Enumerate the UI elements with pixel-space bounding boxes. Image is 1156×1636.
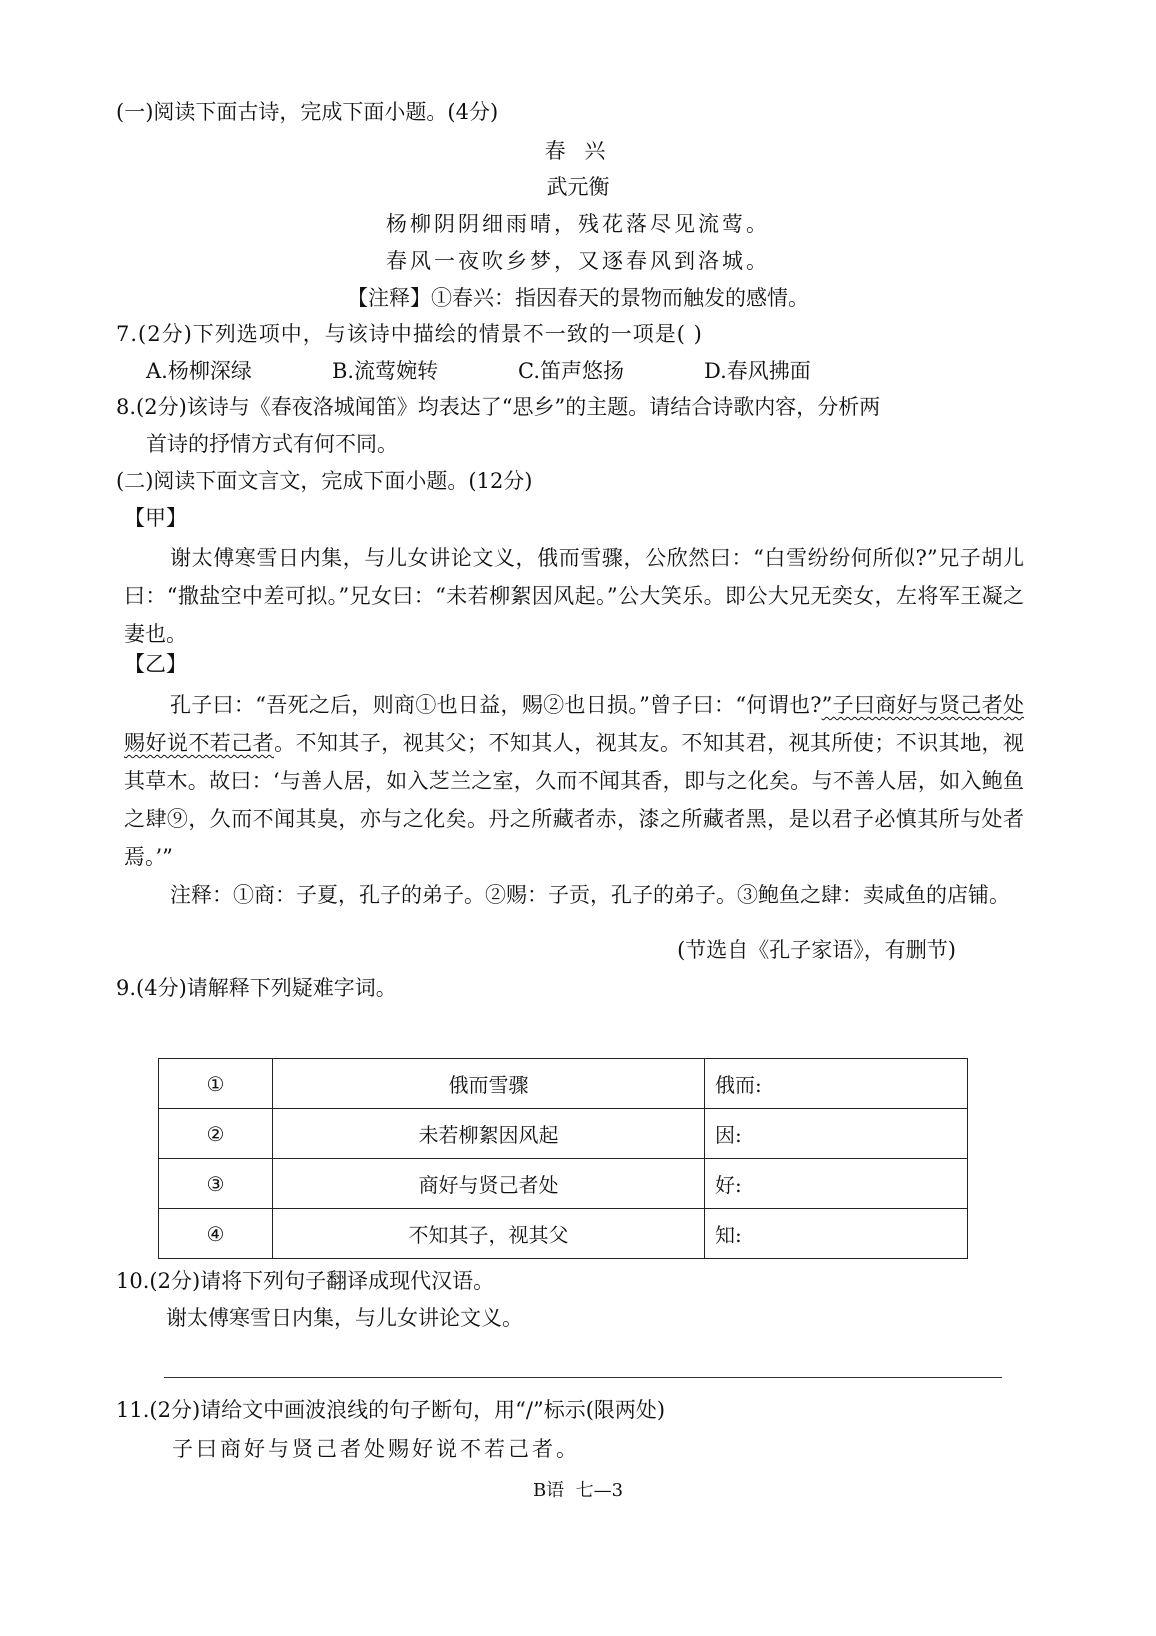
row-number: ④ xyxy=(159,1209,273,1259)
q10-sentence: 谢太傅寒雪日内集，与儿女讲论文义。 xyxy=(166,1306,523,1330)
page-footer: B语 七—3 xyxy=(532,1480,624,1501)
q7-option-b: B.流莺婉转 xyxy=(332,359,439,383)
row-answer: 因: xyxy=(705,1109,968,1159)
row-phrase: 未若柳絮因风起 xyxy=(273,1109,705,1159)
yi-notes: 注释：①商：子夏，孔子的弟子。②赐：子贡，孔子的弟子。③鲍鱼之肆：卖咸鱼的店铺。 xyxy=(170,883,1010,907)
q7-option-d: D.春风拂面 xyxy=(704,359,811,383)
poem-author: 武元衡 xyxy=(546,175,610,199)
table-row xyxy=(159,1059,968,1109)
q7-stem: 7.(2分)下列选项中，与该诗中描绘的情景不一致的一项是( ) xyxy=(116,322,703,346)
row-number: ① xyxy=(159,1059,273,1109)
jia-passage xyxy=(124,539,1024,653)
wavy-underlined-sentence: ”子曰商好与贤己者处赐好说不若己者 xyxy=(124,693,1024,755)
q9-table xyxy=(158,1058,968,1259)
jia-text: 谢太傅寒雪日内集，与儿女讲论文义，俄而雪骤，公欣然曰：“白雪纷纷何所似?”兄子胡儿曰：“撒盐空中差可拟。”兄女曰：“未若柳絮因风起。”公大笑乐。即公大兄无奕女，左将军王凝之妻也。 xyxy=(124,546,1024,646)
poem-line-2: 春风一夜吹乡梦，又逐春风到洛城。 xyxy=(386,249,770,273)
yi-passage xyxy=(124,686,1024,914)
poem-note: 【注释】①春兴：指因春天的景物而触发的感情。 xyxy=(347,286,809,310)
poem-line-1: 杨柳阴阴细雨晴，残花落尽见流莺。 xyxy=(386,212,770,236)
table-row xyxy=(159,1109,968,1159)
table-row xyxy=(159,1159,968,1209)
q7-option-a: A.杨柳深绿 xyxy=(146,359,252,383)
row-answer: 俄而: xyxy=(705,1059,968,1109)
answer-line xyxy=(164,1377,1002,1378)
yi-label: 【乙】 xyxy=(124,652,187,676)
row-phrase: 不知其子，视其父 xyxy=(273,1209,705,1259)
yi-text-after: 。不知其子，视其父；不知其人，视其友。不知其君，视其所使；不识其地，视其草木。故曰：‘与善人居，如入芝兰之室，久而不闻其香，即与之化矣。与不善人居，如入鲍鱼之肆⑨，久而不闻其臭，亦与之化矣。丹之所藏者赤，漆之所藏者黑，是以君子必慎其所与处者焉。’” xyxy=(124,731,1025,869)
row-phrase: 商好与贤己者处 xyxy=(273,1159,705,1209)
q10-stem: 10.(2分)请将下列句子翻译成现代汉语。 xyxy=(116,1269,495,1293)
section2-heading: (二)阅读下面文言文，完成下面小题。(12分) xyxy=(116,469,533,493)
q11-sentence: 子曰商好与贤己者处赐好说不若己者。 xyxy=(172,1437,580,1461)
row-number: ③ xyxy=(159,1159,273,1209)
q9-stem: 9.(4分)请解释下列疑难字词。 xyxy=(116,976,397,1000)
yi-text xyxy=(124,686,1024,876)
row-number: ② xyxy=(159,1109,273,1159)
q7-option-c: C.笛声悠扬 xyxy=(518,359,624,383)
row-phrase: 俄而雪骤 xyxy=(273,1059,705,1109)
yi-source: (节选自《孔子家语》，有删节) xyxy=(677,938,956,962)
row-answer: 好: xyxy=(705,1159,968,1209)
q8-line-1: 8.(2分)该诗与《春夜洛城闻笛》均表达了“思乡”的主题。请结合诗歌内容，分析两 xyxy=(116,395,881,419)
table-row xyxy=(159,1209,968,1259)
jia-label: 【甲】 xyxy=(124,506,187,530)
poem-title: 春 兴 xyxy=(544,139,612,163)
section1-heading: (一)阅读下面古诗，完成下面小题。(4分) xyxy=(116,100,499,124)
row-answer: 知: xyxy=(705,1209,968,1259)
q8-line-2: 首诗的抒情方式有何不同。 xyxy=(146,432,398,456)
yi-text-before: 孔子曰：“吾死之后，则商①也日益，赐②也日损。”曾子曰：“何谓也? xyxy=(170,693,822,717)
q11-stem: 11.(2分)请给文中画波浪线的句子断句，用“/”标示(限两处) xyxy=(116,1398,666,1422)
